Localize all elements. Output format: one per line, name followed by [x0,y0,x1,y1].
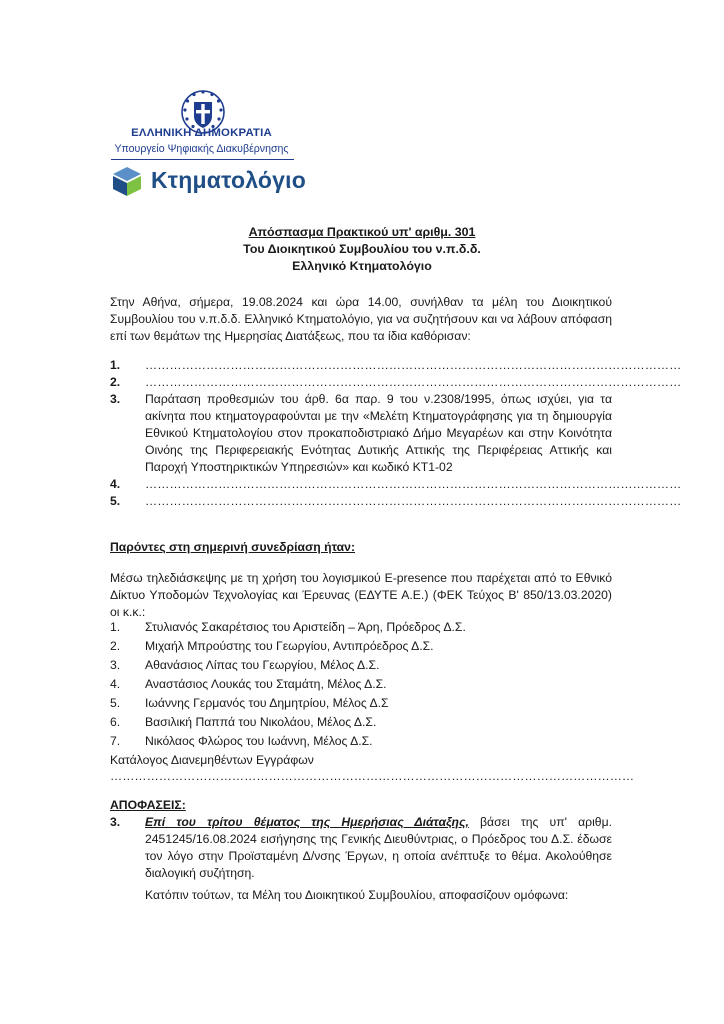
member-name: Μιχαήλ Μπρούστης του Γεωργίου, Αντιπρόεδρος Δ.Σ. [145,639,434,653]
documents-dots: ………………………………………………………………………………………………………………… [110,769,635,783]
agenda-item-text: …………………………………………………………………………………………………………………… [145,477,682,491]
decision-item [110,814,612,882]
republic-name: ΕΛΛΗΝΙΚΗ ΔΗΜΟΚΡΑΤΙΑ [131,127,272,139]
ministry-name: Υπουργείο Ψηφιακής Διακυβέρνησης [114,143,289,155]
agenda-item-text: …………………………………………………………………………………………………………………… [145,358,682,372]
member-list-item [110,695,612,712]
member-list-item [110,676,612,693]
agenda-item [110,374,682,391]
member-list-item [110,714,612,731]
member-number: 7. [110,734,121,748]
decision-number: 3. [110,815,121,829]
decision-text: βάσει της υπ' αριθμ. 2451245/16.08.2024 εισήγησης της Γενικής Διευθύντριας, ο Πρόεδρος του Δ.Σ. έδωσε τον λόγο στην Προϊσταμένη Δ/νσης Έργων, η οποία ανέπτυξε το θέμα. Ακολούθησε διαλογική συζήτηση. [145,815,612,880]
document-subtitle: Του Διοικητικού Συμβουλίου του ν.π.δ.δ. [243,242,481,256]
member-name: Στυλιανός Σακαρέτσιος του Αριστείδη – Άρη, Πρόεδρος Δ.Σ. [145,620,466,634]
member-list-item [110,733,612,750]
documents-label: Κατάλογος Διανεμηθέντων Εγγράφων [110,753,314,767]
agenda-item-text: …………………………………………………………………………………………………………………… [145,494,682,508]
present-heading: Παρόντες στη σημερινή συνεδρίαση ήταν: [110,540,356,554]
present-intro: Μέσω τηλεδιάσκεψης με τη χρήση του λογισμικού E-presence που παρέχεται από το Εθνικό Δίκτυο Υποδομών Τεχνολογίας και Έρευνας (ΕΔΥΤΕ Α.Ε.) (ΦΕΚ Τεύχος Β' 850/13.03.2020) οι κ.κ.: [110,571,612,619]
member-number: 4. [110,677,121,691]
agenda-item-number: 1. [110,358,121,372]
member-number: 6. [110,715,121,729]
agenda-item-number: 3. [110,392,121,406]
member-name: Ιωάννης Γερμανός του Δημητρίου, Μέλος Δ.Σ [145,696,389,710]
member-name: Βασιλική Παππά του Νικολάου, Μέλος Δ.Σ. [145,715,377,729]
member-name: Αθανάσιος Λίπας του Γεωργίου, Μέλος Δ.Σ. [145,658,380,672]
member-number: 5. [110,696,121,710]
member-number: 1. [110,620,121,634]
member-list-item [110,619,612,636]
member-number: 2. [110,639,121,653]
ktimatologio-logo-icon [110,164,144,198]
header-divider [111,159,294,160]
agenda-item-text: Παράταση προθεσμιών του άρθ. 6α παρ. 9 του ν.2308/1995, όπως ισχύει, για τα ακίνητα που κτηματογραφούνται με την «Μελέτη Κτηματογράφησης για τη δημιουργία Εθνικού Κτηματολογίου στον προκαποδιστριακό Δήμο Μεγαρέων και στην Κοινότητα Οινόης της Περιφερειακής Ενότητας Δυτικής Αττικής της Περιφέρειας Αττικής και Παροχή Υποστηρικτικών Υπηρεσιών» και κωδικό ΚΤ1-02 [145,392,612,474]
agenda-item [110,493,682,510]
member-list-item [110,638,612,655]
member-number: 3. [110,658,121,672]
agenda-item-number: 5. [110,494,121,508]
decision-conclusion: Κατόπιν τούτων, τα Μέλη του Διοικητικού Συμβουλίου, αποφασίζουν ομόφωνα: [145,888,569,902]
member-list-item [110,657,612,674]
member-name: Αναστάσιος Λουκάς του Σταμάτη, Μέλος Δ.Σ. [145,677,387,691]
intro-paragraph: Στην Αθήνα, σήμερα, 19.08.2024 και ώρα 14.00, συνήλθαν τα μέλη του Διοικητικού Συμβουλίου του ν.π.δ.δ. Ελληνικό Κτηματολόγιο, για να συζητήσουν και να λάβουν απόφαση επί των θεμάτων της Ημερησίας Διατάξεως, που τα ίδια καθόρισαν: [110,295,612,343]
agenda-item [110,476,682,493]
document-title: Απόσπασμα Πρακτικού υπ' αριθμ. 301 [248,225,476,239]
agenda-item-text: …………………………………………………………………………………………………………………… [145,375,682,389]
agenda-item [110,391,612,476]
member-name: Νικόλαος Φλώρος του Ιωάννη, Μέλος Δ.Σ. [145,734,373,748]
decision-conclusion-row [110,887,612,904]
decision-lead: Επί του τρίτου θέματος της Ημερήσιας Διάταξης, [145,815,469,829]
agenda-item [110,357,682,374]
agenda-item-number: 2. [110,375,121,389]
ktimatologio-logo-text: Κτηματολόγιο [151,167,306,193]
decision-text-block [145,814,612,882]
agenda-item-number: 4. [110,477,121,491]
decisions-heading: ΑΠΟΦΑΣΕΙΣ: [110,798,186,812]
document-subtitle-entity: Ελληνικό Κτηματολόγιο [292,259,432,273]
